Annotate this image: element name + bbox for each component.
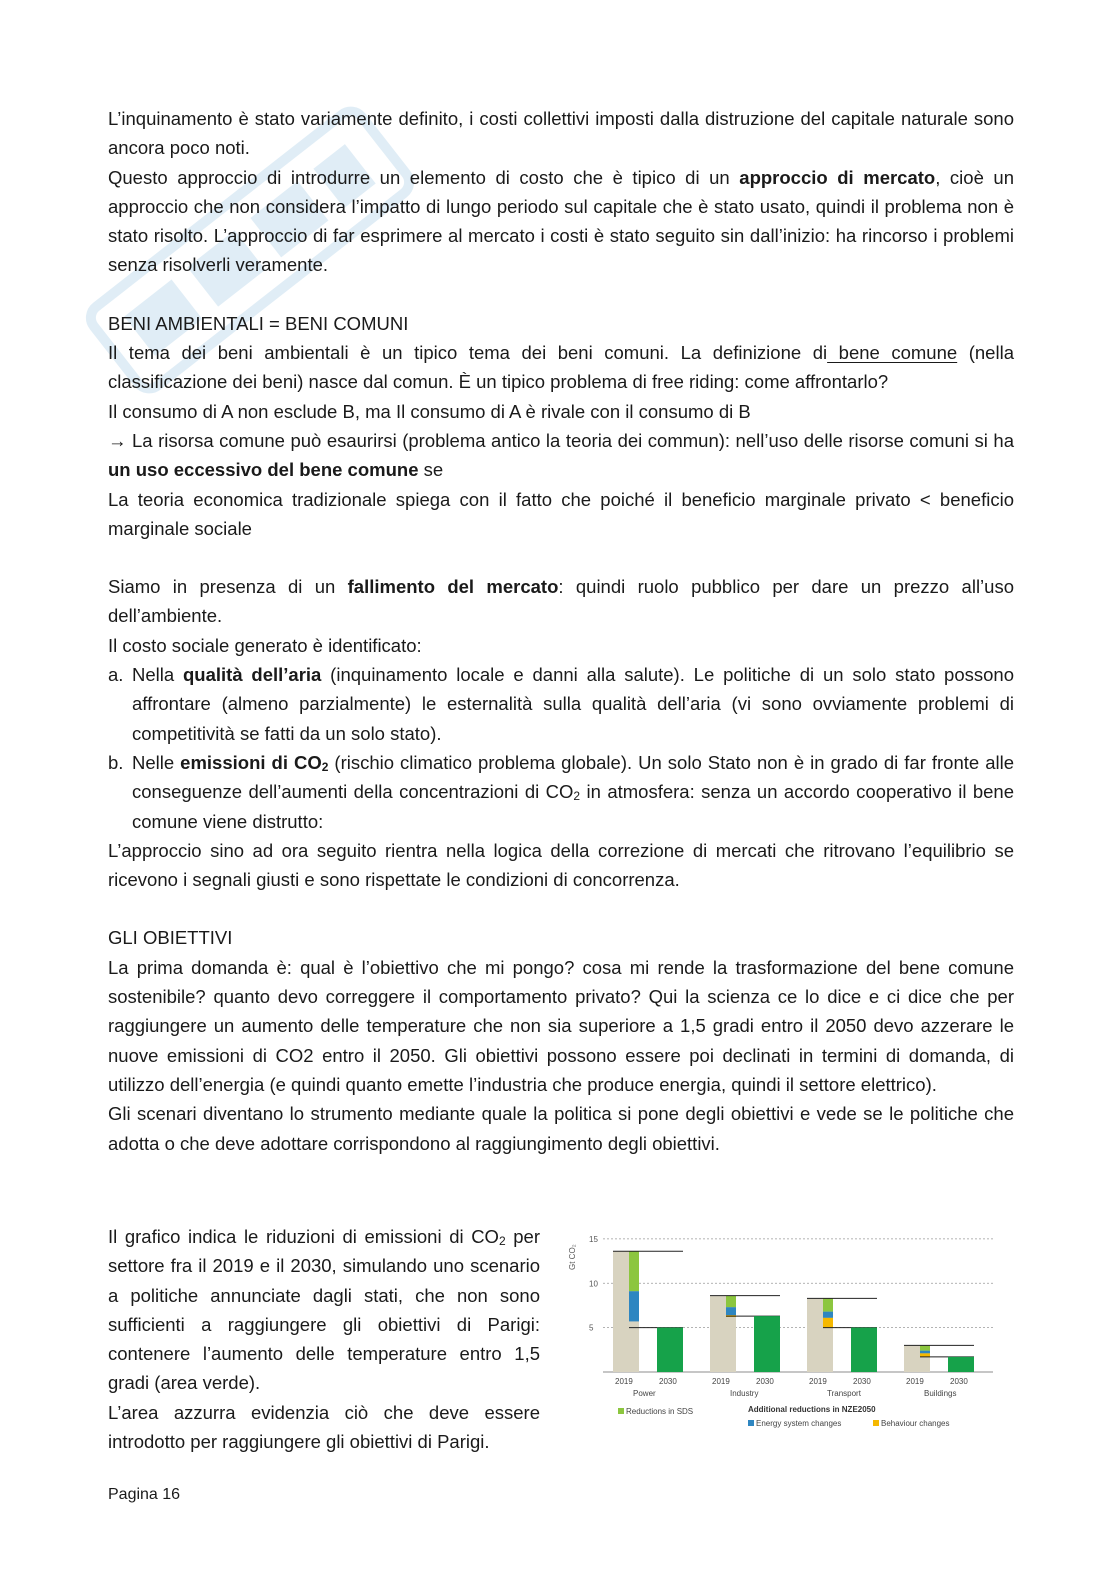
sector-label: Buildings	[924, 1389, 957, 1398]
reduction-sds-industry	[726, 1296, 736, 1308]
paragraph: Il grafico indica le riduzioni di emissioni di $CO_2$ per settore fra il 2019 e il 2030, simulando uno scenario a politiche annunciate dagli stati, che non sono sufficienti a raggiungere gli obiettivi di Parigi: contenere l’aumento delle temperature entro 1,5 gradi (area verde).	[108, 1226, 540, 1394]
section-heading: BENI AMBIENTALI = BENI COMUNI	[108, 312, 409, 334]
chart-svg	[563, 1230, 1013, 1442]
paragraph: Il tema dei beni ambientali è un tipico tema dei beni comuni. La definizione di bene comune (nella classificazione dei beni) nasce dal comun. È un tipico problema di free riding: come affrontarlo?	[108, 342, 1014, 393]
bar-2030-power	[657, 1328, 683, 1372]
paragraph: L’inquinamento è stato variamente definito, i costi collettivi imposti dalla distruzione del capitale naturale sono ancora poco noti.	[108, 108, 1014, 159]
bar-2030-industry	[754, 1316, 780, 1372]
legend-swatch-behaviour	[873, 1420, 879, 1426]
paragraph: Questo approccio di introdurre un elemento di costo che è tipico di un approccio di mercato, cioè un approccio che non considera l’impatto di lungo periodo sul capitale che è stato usato, quindi il problema non è stato risolto. L’approccio di far esprimere al mercato i costi è stato seguito sin dall’inizio: ha rincorso i problemi senza risolverli veramente.	[108, 166, 1015, 276]
emissions-chart	[563, 1230, 1013, 1442]
sector-label: Power	[633, 1389, 656, 1398]
legend-label: Reductions in SDS	[626, 1407, 694, 1416]
reduction-sds-buildings	[920, 1345, 930, 1350]
x-tick-label: 2019	[615, 1377, 633, 1386]
bar-2030-transport	[851, 1328, 877, 1372]
paragraph: La teoria economica tradizionale spiega con il fatto che poiché il beneficio marginale privato < beneficio marginale sociale	[108, 488, 1014, 539]
y-tick-label: 15	[589, 1234, 598, 1244]
y-tick-label: 10	[589, 1279, 598, 1289]
reduction-behaviour-buildings	[920, 1353, 930, 1357]
legend-heading: Additional reductions in NZE2050	[748, 1405, 876, 1414]
reduction-energy-industry	[726, 1307, 736, 1315]
legend-label: Behaviour changes	[881, 1419, 950, 1428]
x-tick-label: 2019	[906, 1377, 924, 1386]
legend-swatch-energy	[748, 1420, 754, 1426]
paragraph: Gli scenari diventano lo strumento mediante quale la politica si pone degli obiettivi e vede se le politiche che adotta o che deve adottare corrispondono al raggiungimento degli obiettivi.	[108, 1103, 1014, 1154]
list	[108, 660, 1014, 836]
paragraph: Siamo in presenza di un fallimento del mercato: quindi ruolo pubblico per dare un prezzo all’uso dell’ambiente.	[108, 576, 1014, 627]
reduction-energy-transport	[823, 1312, 833, 1318]
legend-label: Energy system changes	[756, 1419, 842, 1428]
document-body	[108, 104, 1014, 1158]
reduction-sds-transport	[823, 1298, 833, 1311]
x-tick-label: 2019	[809, 1377, 827, 1386]
paragraph: → La risorsa comune può esaurirsi (problema antico la teoria dei commun): nell’uso delle risorse comuni si ha un uso eccessivo del bene comune se	[108, 429, 1014, 481]
reduction-energy-power	[629, 1291, 639, 1321]
paragraph: Il costo sociale generato è identificato:	[108, 634, 422, 656]
x-tick-label: 2030	[659, 1377, 677, 1386]
bar-2030-buildings	[948, 1357, 974, 1372]
paragraph: Il consumo di A non esclude B, ma Il consumo di A è rivale con il consumo di B	[108, 400, 751, 422]
sector-label: Industry	[730, 1389, 759, 1398]
y-tick-label: 5	[589, 1323, 594, 1333]
y-axis-label: Gt CO₂	[568, 1244, 577, 1270]
list-item: b. Nelle emissioni di $CO_2$ (rischio climatico problema globale). Un solo Stato non è in grado di far fronte alle conseguenze dell’aumenti della concentrazioni di $CO_2$ in atmosfera: senza un accordo cooperativo il bene comune viene distrutto:	[108, 751, 1014, 832]
paragraph: L’area azzurra evidenzia ciò che deve essere introdotto per raggiungere gli obiettivi di Parigi.	[108, 1401, 540, 1453]
x-tick-label: 2019	[712, 1377, 730, 1386]
paragraph: L’approccio sino ad ora seguito rientra nella logica della correzione di mercati che ritrovano l’equilibrio se ricevono i segnali giusti e sono rispettate le condizioni di concorrenza.	[108, 839, 1014, 891]
figure-caption-text	[108, 1222, 540, 1456]
legend-swatch-sds	[618, 1408, 624, 1414]
list-item: a. Nella qualità dell’aria (inquinamento locale e danni alla salute). Le politiche di un solo stato possono affrontare (almeno parzialmente) le esternalità sulla qualità dell’aria (vi sono ovviamente problemi di competitività se fatti da un solo stato).	[108, 664, 1014, 744]
section-heading: GLI OBIETTIVI	[108, 927, 233, 949]
x-tick-label: 2030	[950, 1377, 968, 1386]
x-tick-label: 2030	[756, 1377, 774, 1386]
reduction-sds-power	[629, 1251, 639, 1291]
sector-label: Transport	[827, 1389, 861, 1398]
reduction-energy-buildings	[920, 1351, 930, 1354]
x-tick-label: 2030	[853, 1377, 871, 1386]
page-number: Pagina 16	[108, 1486, 181, 1503]
reduction-behaviour-transport	[823, 1318, 833, 1328]
paragraph: La prima domanda è: qual è l’obiettivo che mi pongo? cosa mi rende la trasformazione del bene comune sostenibile? quanto devo correggere il comportamento privato? Qui la scienza ce lo dice e ci dice che per raggiungere un aumento delle temperature che non sia superiore a 1,5 gradi entro il 2050 devo azzerare le nuove emissioni di CO2 entro il 2050. Gli obiettivi possono essere poi declinati in termini di domanda, di utilizzo dell’energia (e quindi quanto emette l’industria che produce energia, quindi il settore elettrico).	[108, 956, 1014, 1095]
